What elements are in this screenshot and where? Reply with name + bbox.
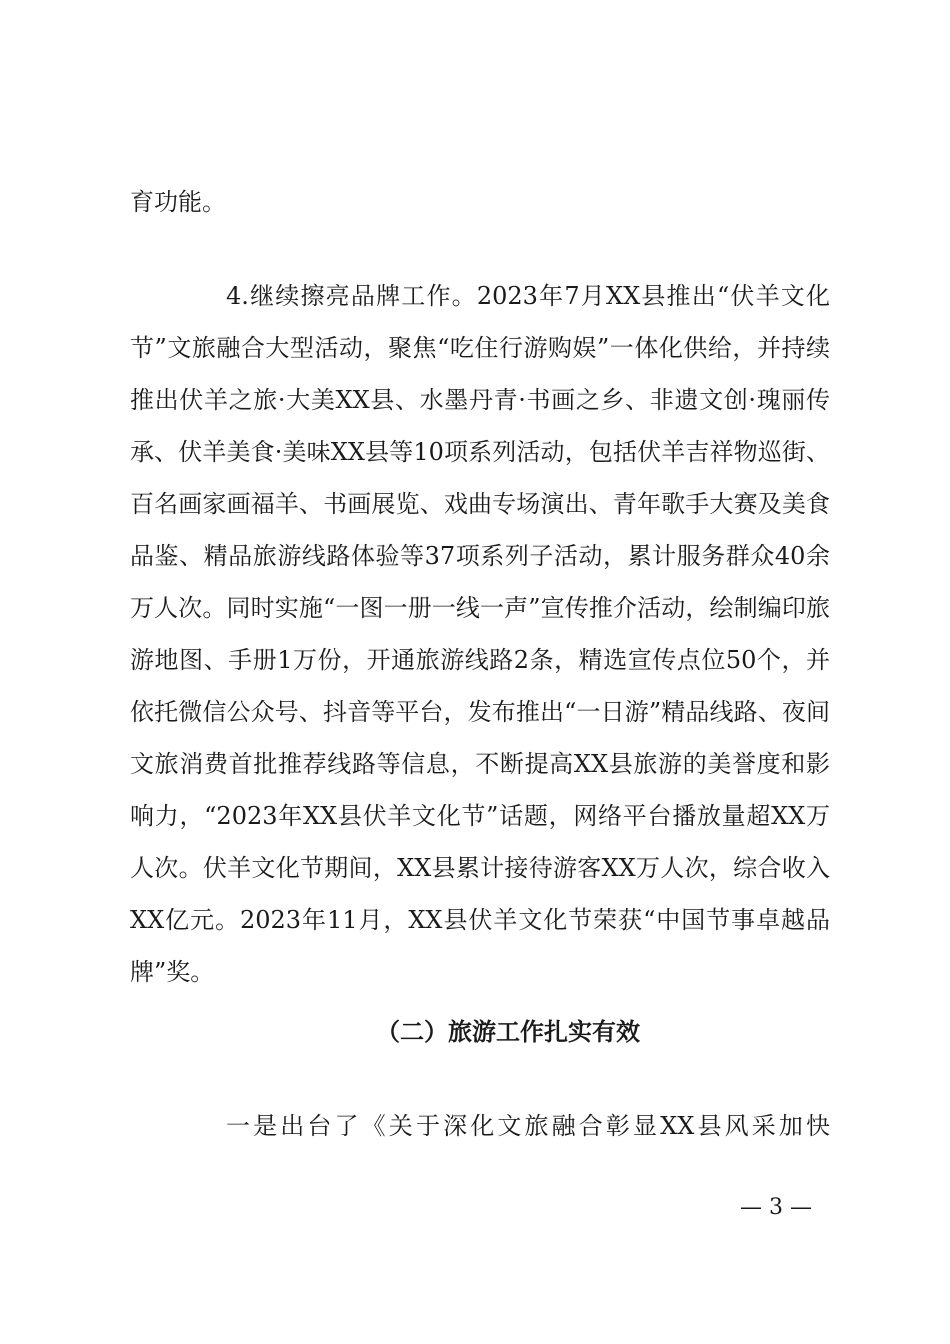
paragraph-policy-start: 一是出台了《关于深化文旅融合彰显XX县风采加快 xyxy=(226,1112,830,1140)
section-heading-tourism: （二）旅游工作扎实有效 xyxy=(376,1017,640,1046)
page-number: — 3 — xyxy=(740,1195,812,1220)
continuation-text: 育功能。 xyxy=(130,188,226,216)
paragraph-brand-work: 4.继续擦亮品牌工作。2023年7月XX县推出“伏羊文化节”文旅融合大型活动，聚焦“吃住行游购娱”一体化供给，并持续推出伏羊之旅·大美XX县、水墨丹青·书画之乡、非遗文创·瑰丽传承、伏羊美食·美味XX县等10项系列活动，包括伏羊吉祥物巡街、百名画家画福羊、书画展览、戏曲专场演出、青年歌手大赛及美食品鉴、精品旅游线路体验等37项系列子活动，累计服务群众40余万人次。同时实施“一图一册一线一声”宣传推介活动，绘制编印旅游地图、手册1万份，开通旅游线路2条，精选宣传点位50个，并依托微信公众号、抖音等平台，发布推出“一日游”精品线路、夜间文旅消费首批推荐线路等信息，不断提高XX县旅游的美誉度和影响力，“2023年XX县伏羊文化节”话题，网络平台播放量超XX万人次。伏羊文化节期间，XX县累计接待游客XX万人次，综合收入XX亿元。2023年11月，XX县伏羊文化节荣获“中国节事卓越品牌”奖。 xyxy=(130,282,830,986)
